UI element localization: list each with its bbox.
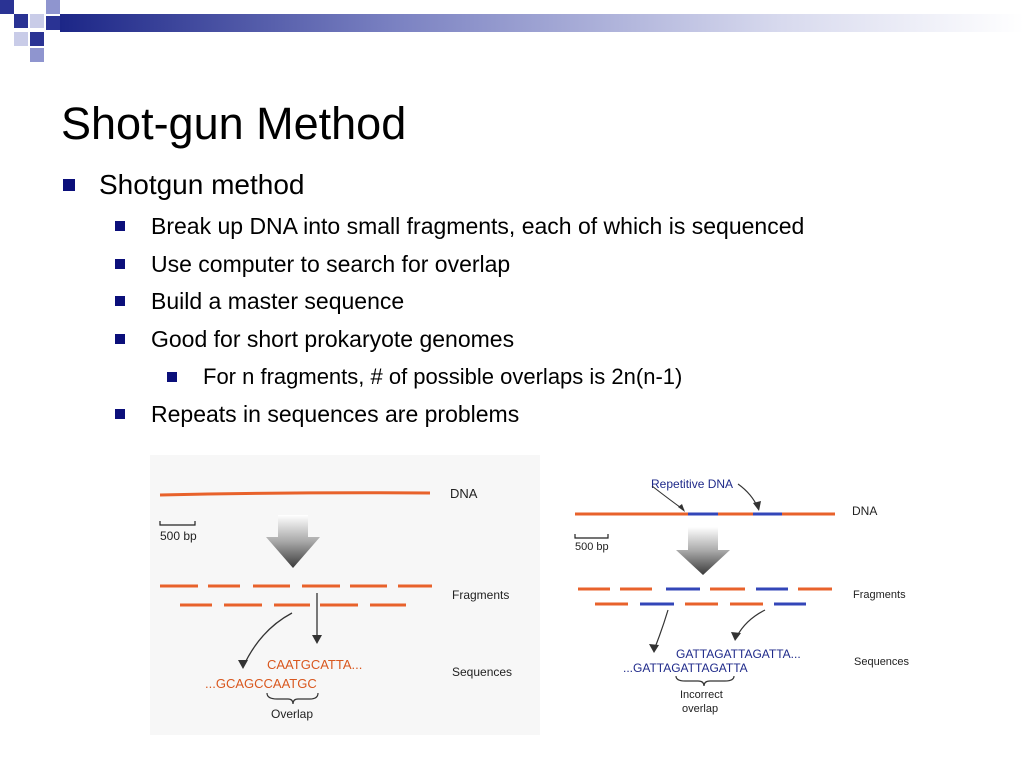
bullet-text: Shotgun method <box>99 169 305 200</box>
bullet-square-icon <box>115 296 125 306</box>
dna-label: DNA <box>450 486 478 501</box>
bullet-level2 <box>151 400 519 428</box>
slide-title: Shot-gun Method <box>61 98 407 149</box>
fragments-label: Fragments <box>853 589 906 601</box>
arrowhead-icon <box>753 501 761 511</box>
sequence-bottom: ...GATTAGATTAGATTA <box>623 661 748 675</box>
bullet-square-icon <box>63 179 75 191</box>
bullet-text: Repeats in sequences are problems <box>151 401 520 427</box>
bullet-text: Break up DNA into small fragments, each of which is sequenced <box>151 213 805 239</box>
bullet-level2 <box>151 325 514 353</box>
bullet-text: Good for short prokaryote genomes <box>151 326 515 352</box>
overlap-label: Overlap <box>271 707 314 721</box>
scale-bar <box>575 534 608 538</box>
bullet-level2 <box>151 212 804 240</box>
connector-line <box>654 610 668 650</box>
bullet-square-icon <box>115 409 125 419</box>
sequences-label: Sequences <box>452 665 513 679</box>
sequence-bottom: ...GCAGCCAATGC <box>205 676 317 691</box>
fragments-label: Fragments <box>452 588 510 602</box>
bullet-text: Build a master sequence <box>151 288 405 314</box>
overlap-brace <box>676 676 734 686</box>
incorrect-overlap-label-line2: overlap <box>682 703 719 715</box>
bullet-text: For n fragments, # of possible overlaps is 2n(n-1) <box>203 364 683 389</box>
bullet-square-icon <box>115 221 125 231</box>
down-arrow-icon <box>676 527 730 575</box>
shotgun-figure-right <box>570 470 915 725</box>
bullet-level3 <box>203 363 682 391</box>
shotgun-figure-left <box>150 455 540 735</box>
slide-header-decoration <box>0 0 1024 48</box>
sequence-top: GATTAGATTAGATTA... <box>676 647 801 661</box>
repetitive-dna-label: Repetitive DNA <box>651 477 734 491</box>
bullet-level1 <box>99 168 305 202</box>
scale-label: 500 bp <box>160 529 197 543</box>
dna-label: DNA <box>852 504 878 518</box>
bullet-text: Use computer to search for overlap <box>151 251 511 277</box>
scale-label: 500 bp <box>575 541 609 553</box>
arrowhead-icon <box>649 644 659 653</box>
bullet-level2 <box>151 250 510 278</box>
sequences-label: Sequences <box>854 656 910 668</box>
bullet-square-icon <box>115 334 125 344</box>
bullet-square-icon <box>115 259 125 269</box>
arrowhead-icon <box>678 504 685 512</box>
bullet-level2 <box>151 287 404 315</box>
sequence-top: CAATGCATTA... <box>267 657 363 672</box>
incorrect-overlap-label-line1: Incorrect <box>680 689 723 701</box>
bullet-square-icon <box>167 372 177 382</box>
arrowhead-icon <box>731 632 741 641</box>
